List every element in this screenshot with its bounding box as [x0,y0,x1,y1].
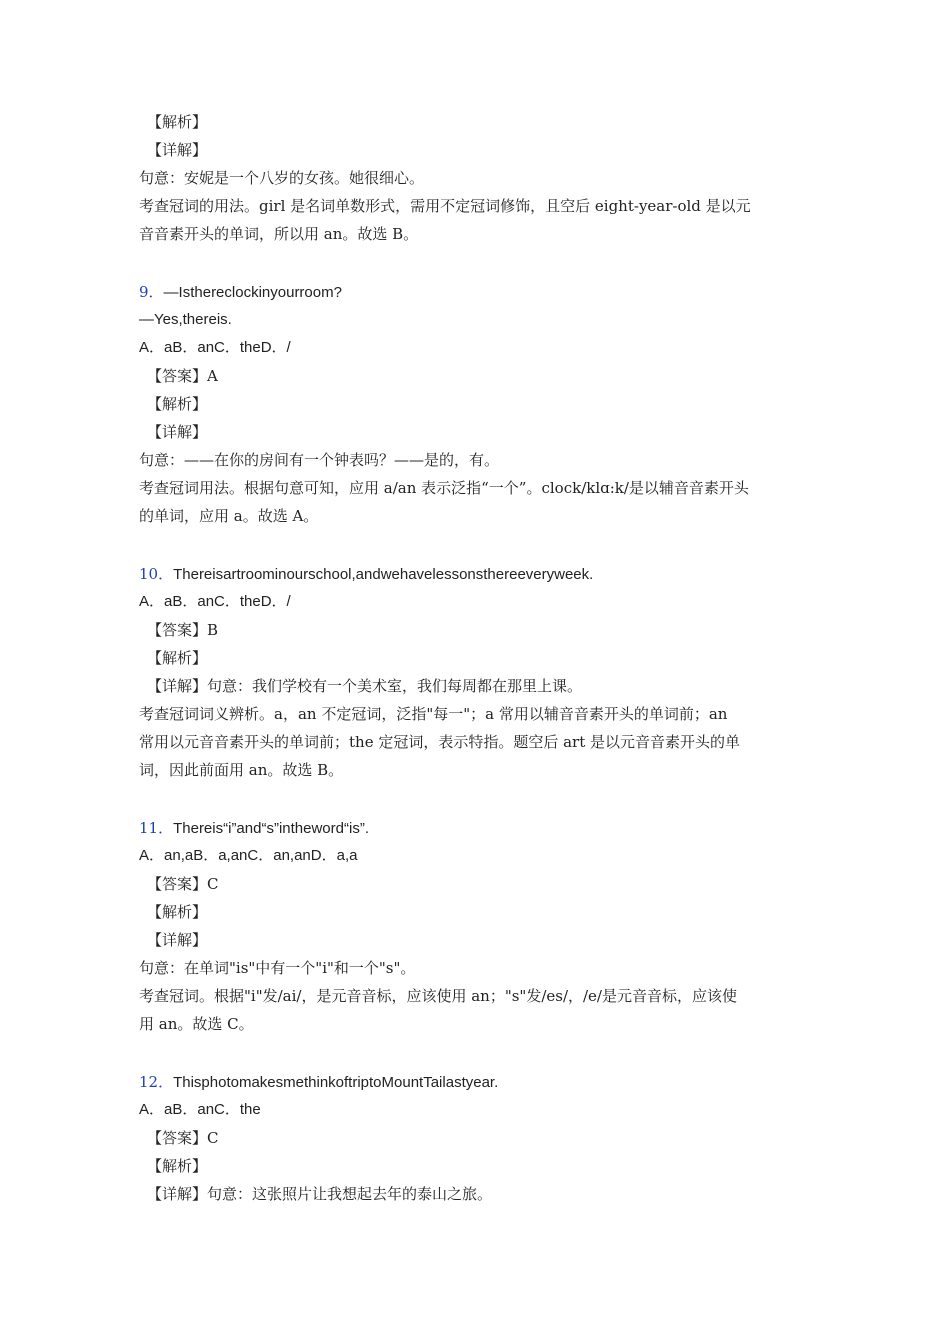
sentence-meaning: 句意：——在你的房间有一个钟表吗？——是的，有。 [139,451,500,469]
explanation-label: 【详解】句意：我们学校有一个美术室，我们每周都在那里上课。 [147,677,583,695]
explanation-text: 词，因此前面用 an。故选 B。 [139,761,344,779]
answer: 【答案】C [147,875,219,893]
answer: 【答案】A [147,367,218,385]
sentence-meaning: 句意：在单词"is"中有一个"i"和一个"s"。 [139,959,416,977]
spacer [139,530,819,560]
explanation-text: 音音素开头的单词，所以用 an。故选 B。 [139,225,419,243]
question-text: —Isthereclockinyourroom? [163,284,342,301]
spacer [139,248,819,278]
question-10 [139,560,819,588]
analysis-label: 【解析】 [147,395,208,413]
spacer [139,784,819,814]
document-page [139,108,819,1208]
explanation-text: 考查冠词的用法。girl 是名词单数形式，需用不定冠词修饰，且空后 eight-year-old 是以元 [139,197,751,215]
question-9 [139,278,819,306]
question-text: ThisphotomakesmethinkoftriptoMountTailastyear. [173,1074,499,1091]
answer: 【答案】C [147,1129,219,1147]
explanation-label: 【详解】 [147,141,208,159]
explanation-text: 用 an。故选 C。 [139,1015,254,1033]
question-number: 11． [139,819,174,837]
question-text: —Yes,thereis. [139,311,232,328]
question-number: 10． [139,565,174,583]
options: A．an,aB．a,anC．an,anD．a,a [139,847,358,864]
options: A．aB．anC．theD．/ [139,339,291,356]
question-text: Thereisartroominourschool,andwehavelessonsthereeveryweek. [173,566,594,583]
options: A．aB．anC．theD．/ [139,593,291,610]
analysis-label: 【解析】 [147,903,208,921]
question-number: 12． [139,1073,174,1091]
explanation-text: 考查冠词。根据"i"发/ai/，是元音音标，应该使用 an；"s"发/es/，/e/是元音音标，应该使 [139,987,737,1005]
explanation-text: 常用以元音音素开头的单词前；the 定冠词，表示特指。题空后 art 是以元音音素开头的单 [139,733,741,751]
analysis-label: 【解析】 [147,649,208,667]
analysis-label: 【解析】 [147,113,208,131]
explanation-label: 【详解】 [147,931,208,949]
explanation-text: 考查冠词词义辨析。a，an 不定冠词，泛指"每一"；a 常用以辅音音素开头的单词前；an [139,705,728,723]
explanation-label: 【详解】 [147,423,208,441]
options: A．aB．anC．the [139,1101,261,1118]
answer: 【答案】B [147,621,219,639]
spacer [139,1038,819,1068]
analysis-label: 【解析】 [147,1157,208,1175]
sentence-meaning: 句意：安妮是一个八岁的女孩。她很细心。 [139,169,425,187]
question-12 [139,1068,819,1096]
question-number: 9． [139,283,164,301]
question-text: Thereis“i”and“s”intheword“is”. [173,820,369,837]
explanation-text: 的单词，应用 a。故选 A。 [139,507,319,525]
explanation-label: 【详解】句意：这张照片让我想起去年的泰山之旅。 [147,1185,493,1203]
explanation-text: 考查冠词用法。根据句意可知，应用 a/an 表示泛指“一个”。clock/klɑ:k/是以辅音音素开头 [139,479,749,497]
question-11 [139,814,819,842]
